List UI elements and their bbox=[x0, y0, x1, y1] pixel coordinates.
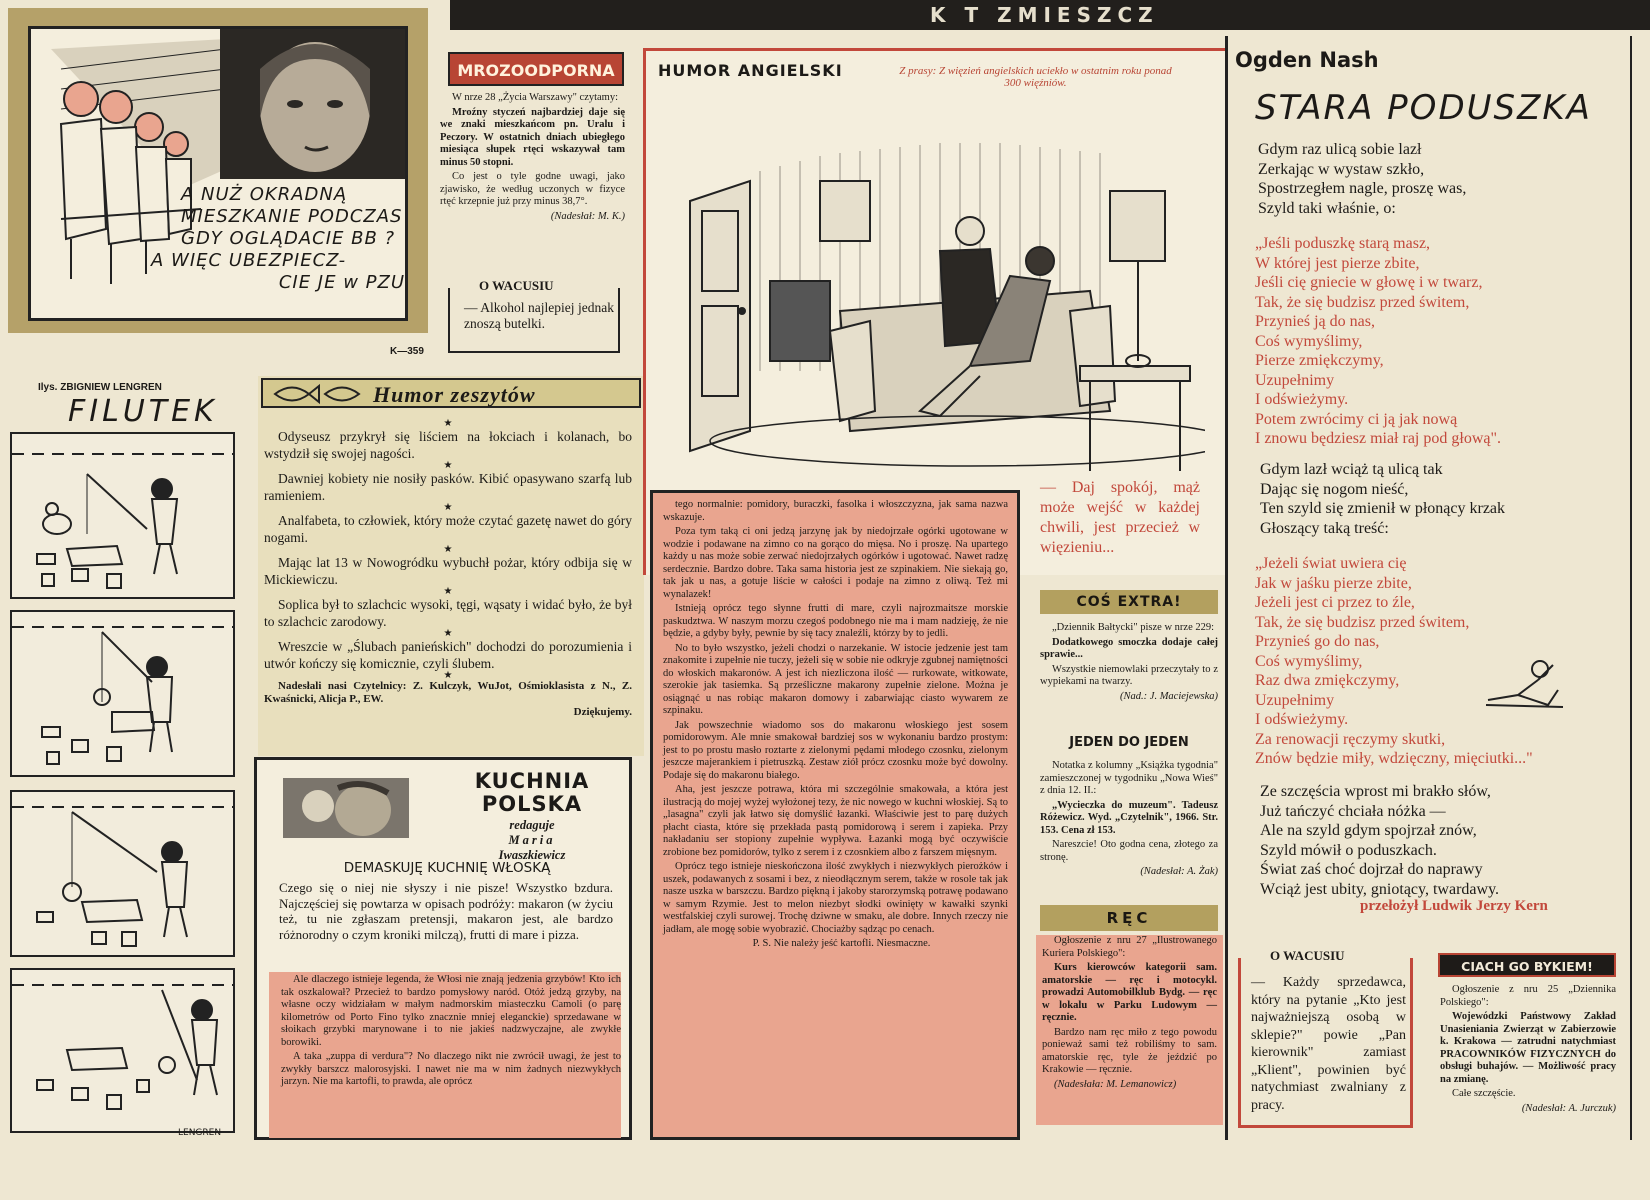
artist-signature: LENGREN bbox=[178, 1128, 222, 1138]
pzu-advertisement bbox=[8, 8, 428, 333]
mrozoodporna-article bbox=[440, 92, 625, 225]
kuchnia-title bbox=[452, 770, 612, 816]
comic-panel bbox=[10, 968, 235, 1133]
poem-line: Ale na szyld gdym spojrzał znów, bbox=[1260, 822, 1477, 839]
comic-panel bbox=[10, 790, 235, 957]
article-paragraph: Ogłoszenie z nru 27 „Ilustrowanego Kuriera Polskiego": bbox=[1042, 935, 1217, 959]
humor-zeszytow-items bbox=[264, 420, 632, 719]
star-divider: ★ bbox=[443, 544, 453, 555]
editor-line: Iwaszkiewicz bbox=[498, 848, 566, 862]
pzu-illustration bbox=[28, 26, 408, 321]
fish-icon bbox=[267, 381, 367, 407]
poem-line: Raz dwa zmiękczymy, bbox=[1255, 672, 1400, 689]
poem-line: Przynieś ją do nas, bbox=[1255, 313, 1375, 330]
star-divider: ★ bbox=[443, 502, 453, 513]
poem-line: I odświeżymy. bbox=[1255, 711, 1349, 728]
article-paragraph: W nrze 28 „Życia Warszawy" czytamy: bbox=[452, 92, 619, 103]
mrozoodporna-title: MROZOODPORNA bbox=[448, 52, 624, 86]
school-quote: Analfabeta, to człowiek, który może czytać gazetę nawet do góry nogami. bbox=[264, 513, 632, 545]
translator-credit: przełożył Ludwik Jerzy Kern bbox=[1360, 898, 1548, 914]
ciach-title: CIACH GO BYKIEM! bbox=[1438, 953, 1616, 977]
poem-line: Jeżeli jest ci przez to źle, bbox=[1255, 594, 1415, 611]
poem-stanza bbox=[1260, 782, 1499, 899]
column-rule bbox=[1225, 36, 1228, 1140]
pzu-caption-line: MIESZKANIE PODCZAS bbox=[181, 206, 403, 227]
thanks-end: Dziękujemy. bbox=[573, 706, 632, 718]
poem-line: Tak, że się budzisz przed świtem, bbox=[1255, 613, 1470, 631]
tv-screen-face-photo bbox=[220, 29, 405, 179]
article-signature: (Nadesłał: A. Żak) bbox=[1140, 866, 1218, 877]
thanks-note: Nadesłali nasi Czytelnicy: Z. Kulczyk, WuJot, Ośmioklasista z N., Z. Kwaśnicki, Alicja P., EW. bbox=[264, 680, 632, 705]
poem-line: Pierze zmiękczymy, bbox=[1255, 352, 1384, 369]
kuchnia-title-line: KUCHNIA bbox=[474, 769, 590, 793]
cos-extra-title: COŚ EXTRA! bbox=[1040, 590, 1218, 614]
star-divider: ★ bbox=[443, 670, 453, 681]
article-paragraph: Bardzo nam ręc miło z tego powodu ponieważ sami też robiliśmy to sam. amatorskie ręc, tyle że jeździć po Krakowie — ręcznie. bbox=[1042, 1026, 1217, 1075]
poem-line: Coś wymyślimy, bbox=[1255, 332, 1363, 350]
poem-line: Coś wymyślimy, bbox=[1255, 652, 1363, 670]
rec-title: RĘC bbox=[1040, 905, 1218, 931]
fishing-dog-drawing bbox=[12, 792, 233, 955]
kuchnia-continuation-text bbox=[663, 499, 1008, 953]
cartoon-caption: — Daj spokój, mąż może wejść w każdej chwili, jest przecież w więzieniu... bbox=[1040, 479, 1200, 556]
article-signature: (Nadesłał: A. Jurczuk) bbox=[1521, 1102, 1616, 1114]
humor-zeszytow-header bbox=[261, 378, 641, 408]
poem-stanza bbox=[1258, 140, 1466, 218]
kuchnia-pink-section bbox=[269, 972, 621, 1138]
humor-zeszytow-box bbox=[258, 376, 644, 756]
article-paragraph: No to było wszystko, jeżeli chodzi o narzekanie. W istocie jedzenie jest tam znakomite i zupełnie nie tuczy, jeżeli się w sobie nie odkryje zgubnej namiętności do włoskich makaronów. A jest ich niezliczona ilość — rurkowate, witkowate, szerokie jak tasiemka. Są prześliczne makarony zupełnie zielone. Można je osiągnąć u nas robiąc makaron domowy i zabarwiając ciasto wywarem ze szpinaku. bbox=[663, 642, 1008, 716]
poem-line: I znowu będziesz miał raj pod głową". bbox=[1255, 430, 1502, 447]
filutek-title: FILUTEK bbox=[68, 394, 218, 429]
poem-stanza bbox=[1260, 460, 1505, 538]
jeden-do-jeden-article bbox=[1040, 760, 1218, 881]
rec-article bbox=[1042, 935, 1217, 1093]
article-signature: (Nadesłała: M. Lemanowicz) bbox=[1054, 1078, 1177, 1090]
poem-line: W której jest pierze zbite, bbox=[1255, 254, 1420, 272]
poem-line: Szyld taki właśnie, o: bbox=[1258, 199, 1396, 217]
poem-author: Ogden Nash bbox=[1235, 48, 1379, 72]
poem-line: Ten szyld się zmienił w płonący krzak bbox=[1260, 500, 1506, 517]
wacusiu-box bbox=[448, 278, 620, 353]
poem-line: Gdym raz ulicą sobie lazł bbox=[1258, 141, 1422, 158]
poem-line: Uzupełnimy bbox=[1255, 691, 1335, 709]
masthead-text: K T ZMIESZCZ bbox=[930, 3, 1159, 27]
pzu-caption-line: CIE JE w PZU bbox=[278, 272, 405, 293]
article-quote: „Wycieczka do muzeum". Tadeusz Różewicz. Wyd. „Czytelnik", 1966. Str. 153. Cena zł 153. bbox=[1040, 799, 1218, 836]
poem-line: Głoszący taką treść: bbox=[1260, 519, 1389, 537]
article-paragraph: tego normalnie: pomidory, buraczki, fasolka i włoszczyzna, jak sama nazwa wskazuje. bbox=[663, 499, 1008, 523]
poem-line: Już tańczyć chciała nóżka — bbox=[1260, 802, 1446, 820]
school-quote: Mając lat 13 w Nowogródku wybuchł pożar, który odbija się w Mickiewiczu. bbox=[264, 555, 632, 587]
poem-line: Jeśli cię gniecie w głowę i w twarz, bbox=[1255, 274, 1483, 291]
star-divider: ★ bbox=[443, 418, 453, 429]
poem-line: Szyld mówił o poduszkach. bbox=[1260, 841, 1437, 859]
humor-zeszytow-title: Humor zeszytów bbox=[373, 382, 536, 407]
school-quote: Dawniej kobiety nie nosiły pasków. Kibić opasywano szarfą lub ramieniem. bbox=[264, 471, 632, 503]
kuchnia-subtitle: DEMASKUJĘ KUCHNIĘ WŁOSKĄ bbox=[343, 860, 551, 876]
kuchnia-polska-box bbox=[254, 757, 632, 1140]
article-quote: Wojewódzki Państwowy Zakład Unasieniania Zwierząt w Zabierzowie k. Krakowa — zatrudni natychmiast PRACOWNIKÓW FIZYCZNYCH do obsługi buhajów. — Możliwość pracy na zmianę. bbox=[1440, 1011, 1616, 1085]
comic-panel bbox=[10, 610, 235, 777]
article-paragraph: Ogłoszenie z nru 25 „Dziennika Polskiego": bbox=[1440, 984, 1616, 1008]
kuchnia-lead: Czego się o niej nie słyszy i nie pisze! Wszystko bzdura. Najczęściej się powtarza w opisach podróży: makaron (w życiu też, tu nie zgłaszam pretensji, makaron jest, ale bardzo różnorodny o czym kroniki milczą), frutti di mare i pizza. bbox=[279, 880, 613, 942]
author-photo bbox=[283, 778, 409, 838]
pzu-caption-line: A NUŻ OKRADNĄ bbox=[181, 184, 348, 205]
humor-angielski-title: HUMOR ANGIELSKI bbox=[658, 61, 843, 80]
poem-line: Uzupełnimy bbox=[1255, 371, 1335, 389]
postscript: P. S. Nie należy jeść kartofli. Niesmaczne. bbox=[752, 938, 931, 949]
article-paragraph: Nareszcie! Oto godna cena, złotego za stronę. bbox=[1040, 839, 1218, 863]
ciach-article bbox=[1440, 984, 1616, 1117]
article-quote: Kurs kierowców kategorii sam. amatorskie — ręc i motocykl. prowadzi Automobilklub Bydg. — ręc w lokalu w Parku Ludowym — ręcznie. bbox=[1042, 962, 1217, 1023]
pzu-caption-line: GDY OGLĄDACIE BB ? bbox=[181, 228, 396, 249]
article-paragraph: Istnieją oprócz tego słynne frutti di mare, czyli najrozmaitsze morskie paskudztwa. W naszym morzu czegoś podobnego nie ma i mam nadzieję, że nie będzie, a gdyby były, pewnie by się tacy znaleźli, którzy by to jedli. bbox=[663, 603, 1008, 639]
poem-line: Spostrzegłem nagle, proszę was, bbox=[1258, 180, 1467, 197]
cos-extra-article bbox=[1040, 622, 1218, 705]
kuchnia-title-line: POLSKA bbox=[481, 792, 583, 816]
article-paragraph: Co jest o tyle godne uwagi, jako zjawisko, że według uczonych w fizyce rtęć krzepnie już przy minus 38,7°. bbox=[440, 171, 625, 207]
illustrator-credit: Ilys. ZBIGNIEW LENGREN bbox=[38, 382, 162, 393]
wacusiu-title: O WACUSIU bbox=[474, 278, 559, 294]
poem-line: Wciąż jest ubity, gniotący, twardawy. bbox=[1260, 880, 1500, 898]
poem-line: Za renowacji ręczymy skutki, bbox=[1255, 730, 1446, 748]
kuchnia-pink-text bbox=[281, 974, 621, 1091]
poem-line: Znów będzie miły, wdzięczny, mięciutki..." bbox=[1255, 750, 1533, 767]
star-divider: ★ bbox=[443, 628, 453, 639]
article-paragraph: Całe szczęście. bbox=[1452, 1088, 1516, 1099]
wacusiu-title: O WACUSIU bbox=[1265, 948, 1350, 964]
editor-line: redaguje bbox=[509, 818, 555, 832]
comic-panel bbox=[10, 432, 235, 599]
article-paragraph: Oprócz tego istnieje nieskończona ilość zwykłych i niezwykłych pierożków i uszek, podawanych z sosami i bez, z nieodłącznym serem, także w rosole tak jak nasze uszka w barszczu. Bardzo piękną i jakoby starorzymską potrawę podawano w samym Rzymie. Jest to melon niezbyt słodki owinięty w kawałki szynki westfalskiej czyli surowej. Trochę dziwne w smaku, ale dobre. Innych rzeczy nie jadłam, ale mogę sobie wyobrazić. Chociażby sądząc po cenach. bbox=[663, 861, 1008, 935]
article-paragraph: Wszystkie niemowlaki przeczytały to z wypiekami na twarzy. bbox=[1040, 663, 1218, 687]
article-paragraph: A taka „zuppa di verdura"? No dlaczego nikt nie zwrócił uwagi, że jest to zwykły barszcz malorosyjski. I nawet nie ma w nim żadnych niezwykłych jarzyn. Nie ma kartofli, to prawda, ale oprócz bbox=[281, 1051, 621, 1087]
living-room-cartoon bbox=[670, 111, 1205, 501]
poem-line: I odświeżymy. bbox=[1255, 391, 1349, 408]
poem-line: Przynieś go do nas, bbox=[1255, 633, 1380, 650]
article-paragraph: Notatka z kolumny „Książka tygodnia" zamieszczonej w tygodniku „Nowa Wieś" z dnia 12. II.: bbox=[1040, 760, 1218, 796]
article-paragraph: Poza tym taką ci oni jedzą jarzynę jak by niedojrzałe ogórki ugotowane w wodzie i podawane na zimno co na gorąco do mięsa. No i proszę. Na upartego każdy u nas może sobie zerwać niedojrzałych ogórków i ugotować. Nawet radzę serdecznie. Bardzo dobre. Taka sama historia jest ze szpinakiem. Nie siekają go, tak jak u nas, a gotuje liście w całości i podaje na zimno z oliwą. Też mi wynalazek! bbox=[663, 526, 1008, 600]
poem-line: „Jeżeli świat uwiera cię bbox=[1255, 555, 1407, 572]
school-quote: Odyseusz przykrył się liściem na łokciach i kolanach, bo wstydził się swojej nagości. bbox=[264, 429, 632, 461]
press-note: Z prasy: Z więzień angielskich uciekło w ostatnim roku ponad 300 więźniów. bbox=[899, 65, 1172, 89]
reclining-man-icon bbox=[1478, 655, 1568, 715]
poem-line: Gdym lazł wciąż tą ulicą tak bbox=[1260, 461, 1443, 478]
star-divider: ★ bbox=[443, 460, 453, 471]
rec-box bbox=[1036, 935, 1223, 1125]
ad-code: K—359 bbox=[390, 346, 424, 357]
jeden-do-jeden-title: JEDEN DO JEDEN bbox=[1069, 735, 1189, 750]
poem-line: Zerkając w wystaw szkło, bbox=[1258, 160, 1425, 178]
pzu-caption-line: A WIĘC UBEZPIECZ- bbox=[151, 250, 347, 271]
wacusiu-box bbox=[1238, 948, 1413, 1128]
editor-line: Maria bbox=[508, 833, 556, 847]
poem-line: Ze szczęścia wprost mi brakło słów, bbox=[1260, 783, 1491, 800]
poem-line: Świat zaś choć dojrzał do naprawy bbox=[1260, 861, 1483, 878]
article-paragraph: Aha, jest jeszcze potrawa, która mi szczególnie smakowała, a która jest ilustracją do mojej wyżej wyłożonej tezy, że nic nowego w kuchni włoskiej. Są to „lasagna" czyli jak łatwo się domyślić łazanki. Właściwie jest to parę dużych płacht ciasta, które się przekłada pastą pomidorową i serem i zapieka. Przy nakładaniu ser stopiony zupełnie wypływa. Łazanki mogą być oczywiście zrobione bez pomidorów, tylko z serem i z czosnkiem albo z farszem mięsnym. bbox=[663, 784, 1008, 858]
poem-line: Dając się nogom nieść, bbox=[1260, 480, 1409, 498]
poem-stanza-sign bbox=[1255, 234, 1501, 449]
article-paragraph: Ale dlaczego istnieje legenda, że Włosi nie znają jedzenia grzybów! Kto ich tak oszkalował? Przecież to bardzo pomysłowy naród. Otóż jedzą grzyby, na własne oczy widziałam w małym nadmorskim miasteczku Camoli (o parę kilometrów od Porto Fino tylko znacznie mniej eleganckie) sprzedawane w słoikach grzybki marynowane i to nie jakieś nadzwyczajne, ale zwykłe borowiki. bbox=[281, 974, 621, 1048]
masthead-strip bbox=[450, 0, 1650, 30]
article-quote: Mroźny styczeń najbardziej daje się we znaki mieszkańcom pn. Uralu i Peczory. W ostatnich dniach ubiegłego miesiąca słupek rtęci wskazywał tam minus 50 stopni. bbox=[440, 106, 625, 168]
poem-line: Jak w jaśku pierze zbite, bbox=[1255, 574, 1412, 592]
pzu-caption bbox=[151, 184, 408, 294]
article-paragraph: „Dziennik Bałtycki" pisze w nrze 229: bbox=[1052, 622, 1215, 633]
article-signature: (Nad.: J. Maciejewska) bbox=[1120, 690, 1218, 702]
fishing-dog-drawing bbox=[12, 612, 233, 775]
wacusiu-text: — Alkohol najlepiej jednak znoszą butelki. bbox=[464, 300, 614, 331]
school-quote: Soplica był to szlachcic wysoki, tęgi, wąsaty i widać było, że był to szlachcic zarodowy. bbox=[264, 597, 632, 629]
kuchnia-continuation-box bbox=[650, 490, 1020, 1140]
article-paragraph: Jak powszechnie wiadomo sos do makaronu włoskiego jest sosem pomidorowym. Ale mnie smakował bardziej sos w wykonaniu bardzo prostym: jest to po prostu masło roztarte z zielonymi pędami młodego czosnku, zielonym jeszcze majerankiem i pietruszką. Zestaw ziół prócz czosnku może być dowolny. Podaje się do makaronu białego. bbox=[663, 719, 1008, 781]
poem-line: „Jeśli poduszkę starą masz, bbox=[1255, 235, 1431, 252]
wacusiu-text: — Każdy sprzedawca, który na pytanie „Kto jest najważniejszą osobą w sklepie?" powie „Pan kierownik" zamiast „Klient", powinien być natychmiast zwalniany z pracy. bbox=[1251, 975, 1406, 1113]
star-divider: ★ bbox=[443, 586, 453, 597]
poem-title: STARA PODUSZKA bbox=[1255, 88, 1592, 128]
school-quote: Wreszcie w „Ślubach panieńskich" dochodzi do porozumienia i utwór kończy się komicznie, czyli ślubem. bbox=[264, 639, 632, 671]
kuchnia-editor bbox=[452, 818, 612, 863]
poem-line: Potem zwrócimy ci ją jak nową bbox=[1255, 410, 1458, 428]
fishing-dog-drawing bbox=[12, 434, 233, 597]
column-rule bbox=[1630, 36, 1632, 1140]
article-signature: (Nadesłał: M. K.) bbox=[550, 210, 625, 222]
fishing-dog-drawing bbox=[12, 970, 233, 1131]
poem-line: Tak, że się budzisz przed świtem, bbox=[1255, 293, 1470, 311]
article-quote: Dodatkowego smoczka dodaje całej sprawie... bbox=[1040, 636, 1218, 660]
